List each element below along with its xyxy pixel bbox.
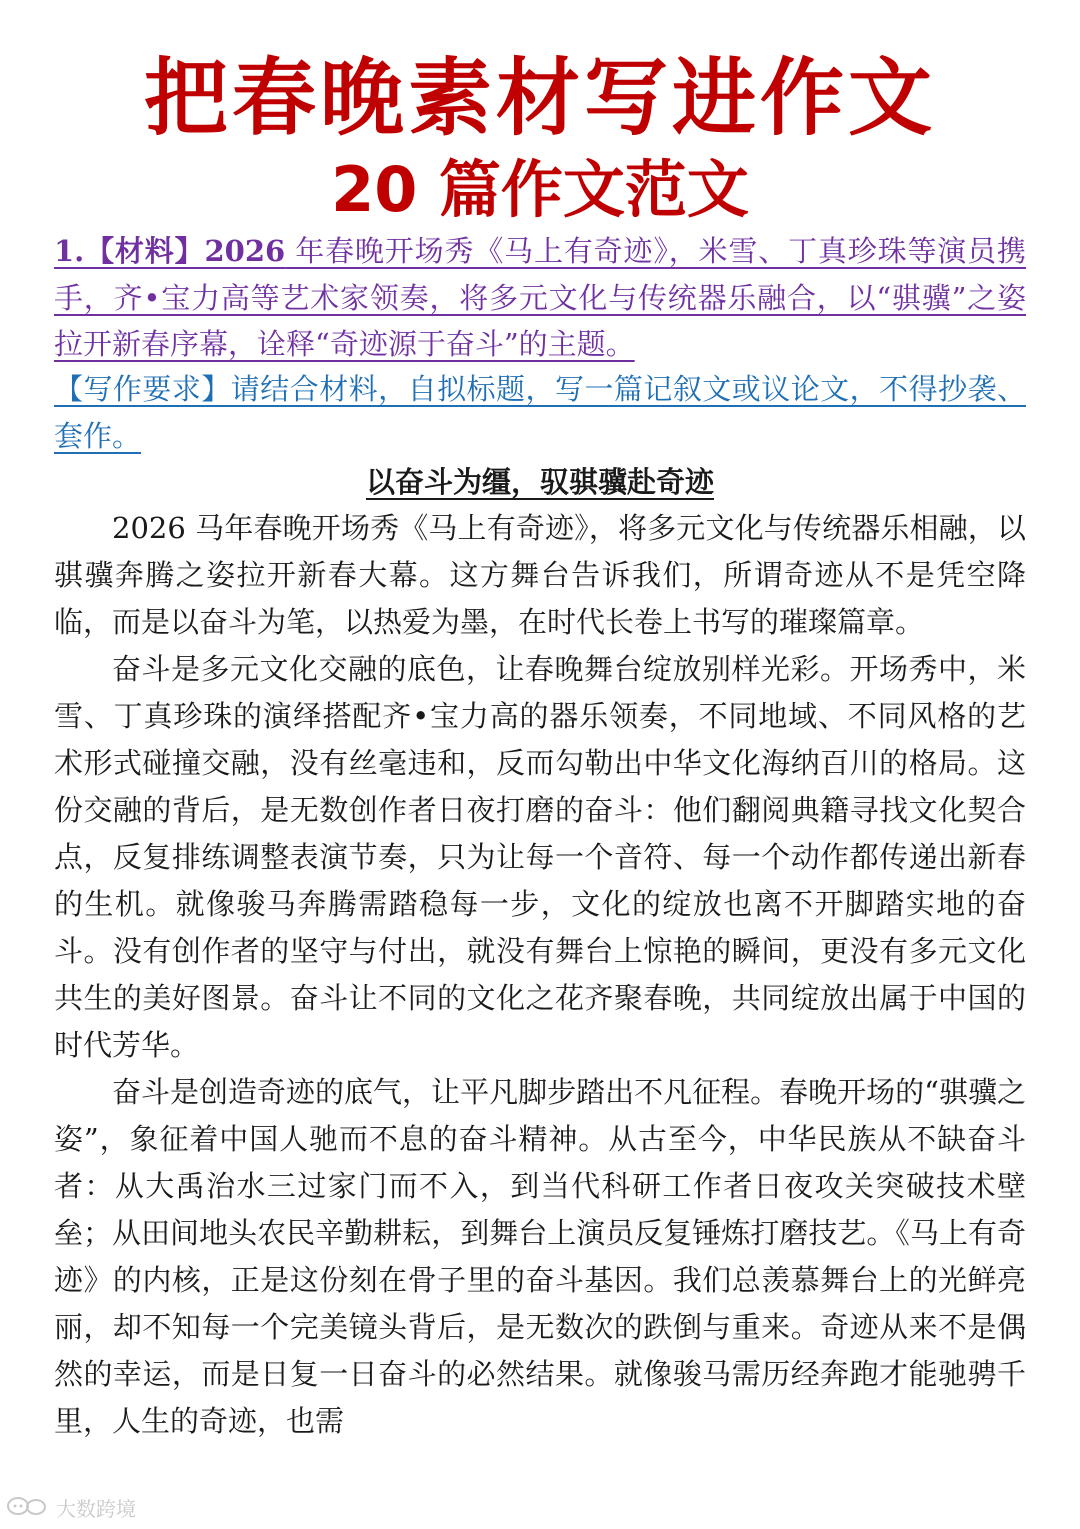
essay-paragraph-2: 奋斗是多元文化交融的底色，让春晚舞台绽放别样光彩。开场秀中，米雪、丁真珍珠的演绎搭配齐•宝力高的器乐领奏，不同地域、不同风格的艺术形式碰撞交融，没有丝毫违和，反而勾勒出中华文化海纳百川的格局。这份交融的背后，是无数创作者日夜打磨的奋斗：他们翻阅典籍寻找文化契合点，反复排练调整表演节奏，只为让每一个音符、每一个动作都传递出新春的生机。就像骏马奔腾需踏稳每一步，文化的绽放也离不开脚踏实地的奋斗。没有创作者的坚守与付出，就没有舞台上惊艳的瞬间，更没有多元文化共生的美好图景。奋斗让不同的文化之花齐聚春晚，共同绽放出属于中国的时代芳华。 [54, 652, 1026, 1062]
material-text: 年春晚开场秀《马上有奇迹》，米雪、丁真珍珠等演员携手，齐•宝力高等艺术家领奏，将多元文化与传统器乐融合，以“骐骥”之姿拉开新春序幕，诠释“奇迹源于奋斗”的主题。 [54, 234, 1026, 361]
watermark [6, 1492, 136, 1522]
chat-bubbles-logo-icon [6, 1495, 52, 1519]
watermark-text: 大数跨境 [56, 1496, 136, 1521]
essay-title [0, 462, 1080, 502]
essay-title-text: 以奋斗为缰，驭骐骥赴奇迹 [365, 465, 714, 499]
page-subtitle: 20 篇作文范文 [331, 153, 749, 226]
material-lead: 1.【材料】2026 [54, 234, 286, 268]
essay-paragraph-1: 2026 马年春晚开场秀《马上有奇迹》，将多元文化与传统器乐相融，以骐骥奔腾之姿拉开新春大幕。这方舞台告诉我们，所谓奇迹从不是凭空降临，而是以奋斗为笔，以热爱为墨，在时代长卷上书写的璀璨篇章。 [54, 511, 1026, 639]
writing-requirement: 【写作要求】请结合材料，自拟标题，写一篇记叙文或议论文，不得抄袭、套作。 [54, 372, 1026, 453]
page-title: 把春晚素材写进作文 [143, 48, 936, 147]
essay-body [54, 505, 1026, 1445]
material-paragraph [54, 228, 1026, 368]
essay-paragraph-3: 奋斗是创造奇迹的底气，让平凡脚步踏出不凡征程。春晚开场的“骐骥之姿”，象征着中国人驰而不息的奋斗精神。从古至今，中华民族从不缺奋斗者：从大禹治水三过家门而不入，到当代科研工作者日夜攻关突破技术壁垒；从田间地头农民辛勤耕耘，到舞台上演员反复锤炼打磨技艺。《马上有奇迹》的内核，正是这份刻在骨子里的奋斗基因。我们总羡慕舞台上的光鲜亮丽，却不知每一个完美镜头背后，是无数次的跌倒与重来。奇迹从来不是偶然的幸运，而是日复一日奋斗的必然结果。就像骏马需历经奔跑才能驰骋千里，人生的奇迹，也需 [54, 1075, 1026, 1438]
